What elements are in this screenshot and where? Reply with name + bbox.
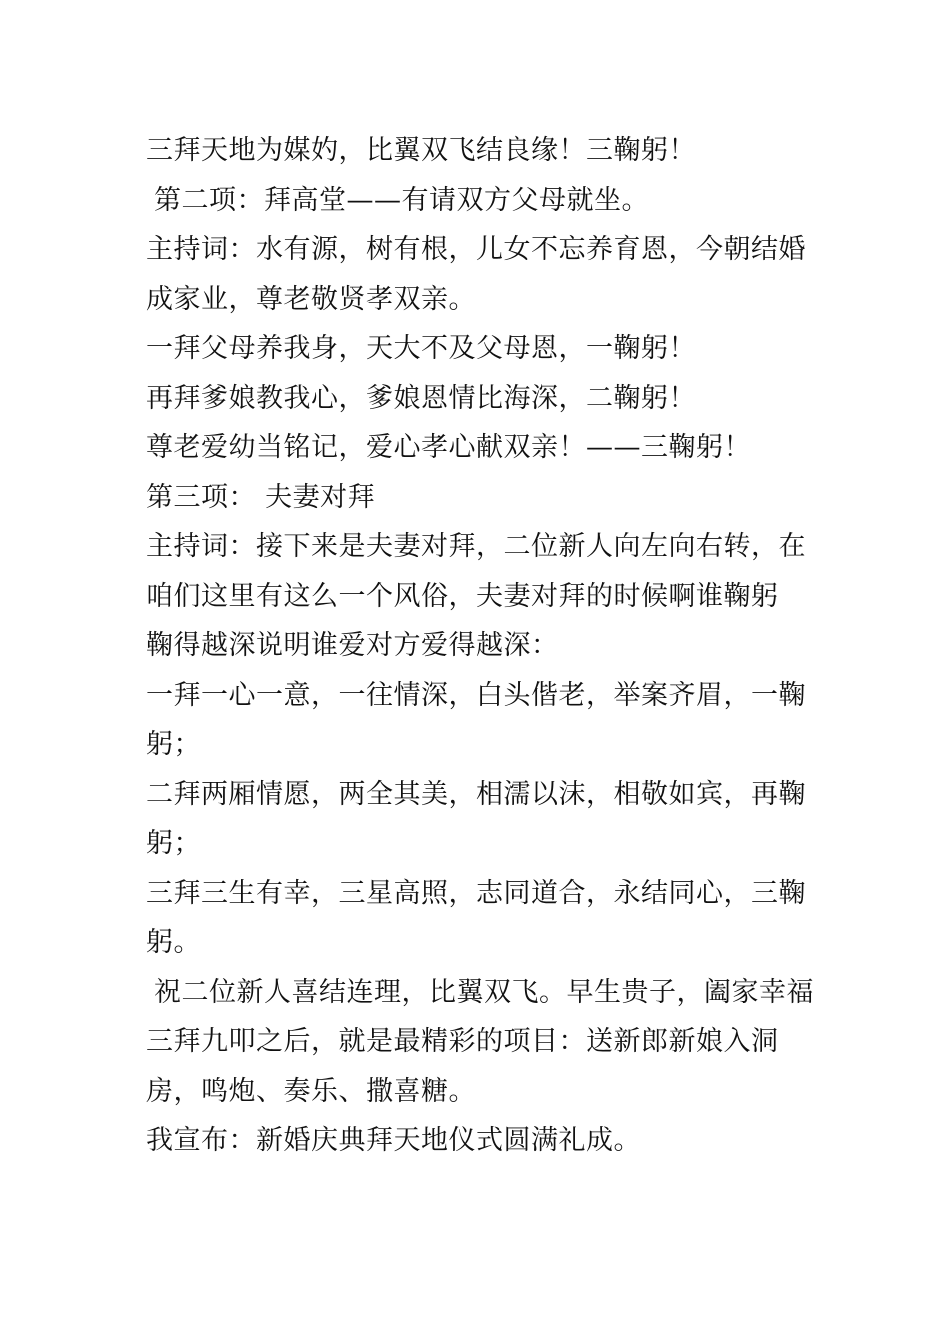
text-line: 第二项：拜高堂——有请双方父母就坐。 xyxy=(154,184,649,216)
text-line: 躬； xyxy=(146,828,201,859)
text-line: 二拜两厢情愿，两全其美，相濡以沫，相敬如宾，再鞠 xyxy=(146,778,806,810)
text-line: 一拜父母养我身，天大不及父母恩，一鞠躬！ xyxy=(146,333,696,364)
document-body xyxy=(146,126,814,1166)
text-line: 成家业，尊老敬贤孝双亲。 xyxy=(146,283,476,315)
text-line: 躬； xyxy=(146,729,201,760)
text-line: 三拜九叩之后，就是最精彩的项目：送新郎新娘入洞 xyxy=(146,1026,779,1057)
text-line: 三拜三生有幸，三星高照，志同道合，永结同心，三鞠 xyxy=(146,877,806,909)
text-line: 再拜爹娘教我心，爹娘恩情比海深，二鞠躬！ xyxy=(146,382,696,414)
text-line: 一拜一心一意，一往情深，白头偕老，举案齐眉，一鞠 xyxy=(146,679,806,711)
text-line: 三拜天地为媒妁，比翼双飞结良缘！三鞠躬！ xyxy=(146,135,696,166)
text-line: 主持词：接下来是夫妻对拜，二位新人向左向右转，在 xyxy=(146,531,806,562)
text-line: 尊老爱幼当铭记，爱心孝心献双亲！——三鞠躬！ xyxy=(146,432,751,463)
text-line: 祝二位新人喜结连理，比翼双飞。早生贵子，阖家幸福 xyxy=(154,976,814,1008)
text-line: 第三项： 夫妻对拜 xyxy=(146,481,376,513)
text-line: 主持词：水有源，树有根，儿女不忘养育恩，今朝结婚 xyxy=(146,234,806,265)
text-line: 咱们这里有这么一个风俗，夫妻对拜的时候啊谁鞠躬 xyxy=(146,580,779,612)
text-line: 鞠得越深说明谁爱对方爱得越深： xyxy=(146,630,559,661)
text-line: 我宣布：新婚庆典拜天地仪式圆满礼成。 xyxy=(146,1125,641,1156)
text-line: 房，鸣炮、奏乐、撒喜糖。 xyxy=(146,1075,476,1107)
text-line: 躬。 xyxy=(146,927,201,958)
